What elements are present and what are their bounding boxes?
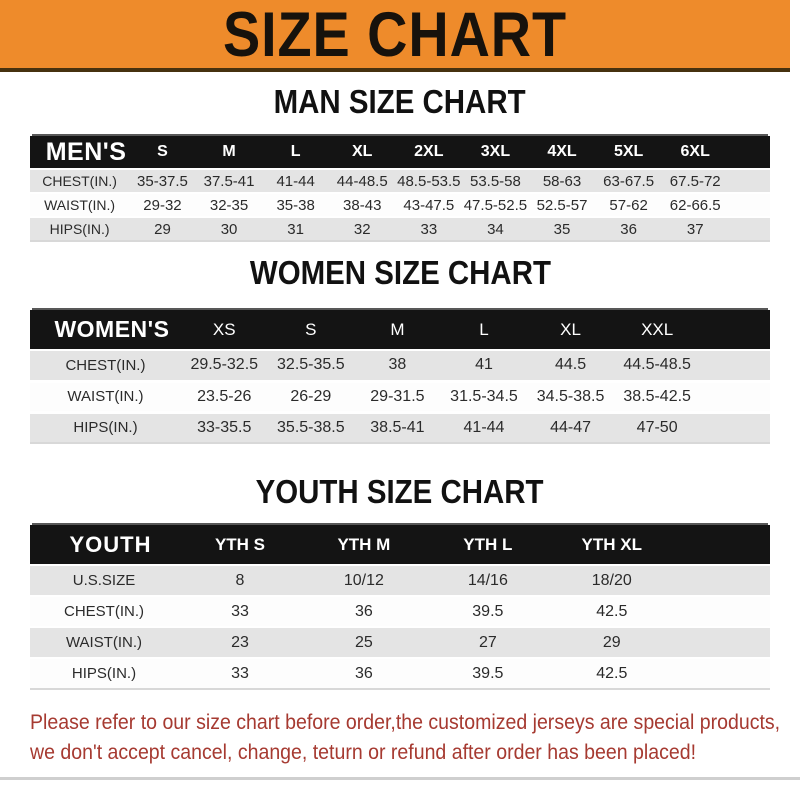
disclaimer-line-2: we don't accept cancel, change, teturn or refund after order has been placed! bbox=[30, 741, 697, 764]
cell: 37.5-41 bbox=[196, 169, 263, 193]
youth-ussize-row bbox=[30, 565, 770, 596]
cell: 14/16 bbox=[426, 565, 550, 596]
cell: 23.5-26 bbox=[181, 381, 268, 412]
men-col-header: M bbox=[196, 136, 263, 169]
spacer-cell bbox=[674, 627, 770, 658]
spacer-cell bbox=[700, 381, 770, 412]
women-section-heading bbox=[0, 253, 800, 292]
cell: 33 bbox=[178, 658, 302, 689]
cell: 25 bbox=[302, 627, 426, 658]
cell: 38.5-42.5 bbox=[614, 381, 701, 412]
cell: 44-47 bbox=[527, 412, 614, 443]
cell: 29 bbox=[129, 217, 196, 241]
cell: 36 bbox=[302, 596, 426, 627]
cell: 18/20 bbox=[550, 565, 674, 596]
cell: 35 bbox=[529, 217, 596, 241]
cell: 44-48.5 bbox=[329, 169, 396, 193]
cell: 35-38 bbox=[262, 193, 329, 217]
youth-chest-row bbox=[30, 596, 770, 627]
men-col-header: XL bbox=[329, 136, 396, 169]
cell: 39.5 bbox=[426, 658, 550, 689]
men-col-header: 2XL bbox=[396, 136, 463, 169]
cell: 38.5-41 bbox=[354, 412, 441, 443]
men-waist-row bbox=[30, 193, 770, 217]
men-header-row bbox=[30, 136, 770, 169]
cell: 67.5-72 bbox=[662, 169, 729, 193]
women-section-heading-text: WOMEN SIZE CHART bbox=[249, 253, 551, 292]
women-table-label: WOMEN'S bbox=[30, 310, 181, 350]
men-col-header: 6XL bbox=[662, 136, 729, 169]
spacer-cell bbox=[674, 525, 770, 565]
women-chest-row bbox=[30, 350, 770, 381]
youth-table-label: YOUTH bbox=[30, 525, 178, 565]
cell: 43-47.5 bbox=[396, 193, 463, 217]
row-label: CHEST(IN.) bbox=[30, 169, 129, 193]
youth-hips-row bbox=[30, 658, 770, 689]
spacer-cell bbox=[729, 169, 771, 193]
men-col-header: L bbox=[262, 136, 329, 169]
cell: 23 bbox=[178, 627, 302, 658]
cell: 42.5 bbox=[550, 596, 674, 627]
youth-col-header: YTH XL bbox=[550, 525, 674, 565]
men-col-header: S bbox=[129, 136, 196, 169]
cell: 44.5-48.5 bbox=[614, 350, 701, 381]
spacer-cell bbox=[729, 217, 771, 241]
cell: 35.5-38.5 bbox=[268, 412, 355, 443]
youth-header-row bbox=[30, 525, 770, 565]
man-section-heading-text: MAN SIZE CHART bbox=[274, 82, 526, 121]
cell: 32.5-35.5 bbox=[268, 350, 355, 381]
cell: 62-66.5 bbox=[662, 193, 729, 217]
cell: 44.5 bbox=[527, 350, 614, 381]
row-label: U.S.SIZE bbox=[30, 565, 178, 596]
cell: 57-62 bbox=[595, 193, 662, 217]
row-label: HIPS(IN.) bbox=[30, 412, 181, 443]
cell: 34.5-38.5 bbox=[527, 381, 614, 412]
cell: 36 bbox=[302, 658, 426, 689]
spacer-cell bbox=[729, 193, 771, 217]
women-col-header: M bbox=[354, 310, 441, 350]
cell: 29.5-32.5 bbox=[181, 350, 268, 381]
men-hips-row bbox=[30, 217, 770, 241]
men-col-header: 5XL bbox=[595, 136, 662, 169]
cell: 34 bbox=[462, 217, 529, 241]
row-label: HIPS(IN.) bbox=[30, 217, 129, 241]
cell: 33-35.5 bbox=[181, 412, 268, 443]
cell: 41-44 bbox=[262, 169, 329, 193]
cell: 52.5-57 bbox=[529, 193, 596, 217]
youth-col-header: YTH S bbox=[178, 525, 302, 565]
cell: 39.5 bbox=[426, 596, 550, 627]
banner-title: SIZE CHART bbox=[222, 0, 568, 70]
man-section-heading bbox=[0, 82, 800, 121]
women-col-header: XS bbox=[181, 310, 268, 350]
cell: 48.5-53.5 bbox=[396, 169, 463, 193]
spacer-cell bbox=[700, 310, 770, 350]
women-size-table bbox=[30, 310, 770, 444]
men-size-table bbox=[30, 136, 770, 242]
cell: 26-29 bbox=[268, 381, 355, 412]
row-label: HIPS(IN.) bbox=[30, 658, 178, 689]
spacer-cell bbox=[674, 565, 770, 596]
women-col-header: S bbox=[268, 310, 355, 350]
cell: 63-67.5 bbox=[595, 169, 662, 193]
women-waist-row bbox=[30, 381, 770, 412]
spacer-cell bbox=[700, 350, 770, 381]
youth-waist-row bbox=[30, 627, 770, 658]
women-col-header: L bbox=[441, 310, 528, 350]
women-col-header: XL bbox=[527, 310, 614, 350]
cell: 38-43 bbox=[329, 193, 396, 217]
youth-section-heading bbox=[0, 472, 800, 511]
cell: 29 bbox=[550, 627, 674, 658]
youth-col-header: YTH L bbox=[426, 525, 550, 565]
size-chart-banner bbox=[0, 0, 790, 72]
cell: 41-44 bbox=[441, 412, 528, 443]
cell: 10/12 bbox=[302, 565, 426, 596]
cell: 53.5-58 bbox=[462, 169, 529, 193]
men-chest-row bbox=[30, 169, 770, 193]
men-table-label: MEN'S bbox=[30, 136, 129, 169]
women-hips-row bbox=[30, 412, 770, 443]
cell: 8 bbox=[178, 565, 302, 596]
women-header-row bbox=[30, 310, 770, 350]
cell: 31.5-34.5 bbox=[441, 381, 528, 412]
disclaimer bbox=[0, 706, 800, 780]
cell: 29-31.5 bbox=[354, 381, 441, 412]
men-col-header: 3XL bbox=[462, 136, 529, 169]
cell: 38 bbox=[354, 350, 441, 381]
cell: 35-37.5 bbox=[129, 169, 196, 193]
row-label: CHEST(IN.) bbox=[30, 350, 181, 381]
youth-section-heading-text: YOUTH SIZE CHART bbox=[256, 472, 544, 511]
cell: 29-32 bbox=[129, 193, 196, 217]
spacer-cell bbox=[729, 136, 771, 169]
cell: 47.5-52.5 bbox=[462, 193, 529, 217]
cell: 32 bbox=[329, 217, 396, 241]
row-label: CHEST(IN.) bbox=[30, 596, 178, 627]
spacer-cell bbox=[700, 412, 770, 443]
men-col-header: 4XL bbox=[529, 136, 596, 169]
cell: 27 bbox=[426, 627, 550, 658]
row-label: WAIST(IN.) bbox=[30, 381, 181, 412]
youth-size-table bbox=[30, 525, 770, 690]
cell: 41 bbox=[441, 350, 528, 381]
row-label: WAIST(IN.) bbox=[30, 193, 129, 217]
disclaimer-line-1: Please refer to our size chart before order,the customized jerseys are special products, bbox=[30, 711, 781, 734]
spacer-cell bbox=[674, 596, 770, 627]
cell: 36 bbox=[595, 217, 662, 241]
row-label: WAIST(IN.) bbox=[30, 627, 178, 658]
women-col-header: XXL bbox=[614, 310, 701, 350]
cell: 31 bbox=[262, 217, 329, 241]
youth-col-header: YTH M bbox=[302, 525, 426, 565]
spacer-cell bbox=[674, 658, 770, 689]
cell: 37 bbox=[662, 217, 729, 241]
cell: 30 bbox=[196, 217, 263, 241]
cell: 58-63 bbox=[529, 169, 596, 193]
cell: 32-35 bbox=[196, 193, 263, 217]
cell: 42.5 bbox=[550, 658, 674, 689]
cell: 47-50 bbox=[614, 412, 701, 443]
cell: 33 bbox=[396, 217, 463, 241]
cell: 33 bbox=[178, 596, 302, 627]
